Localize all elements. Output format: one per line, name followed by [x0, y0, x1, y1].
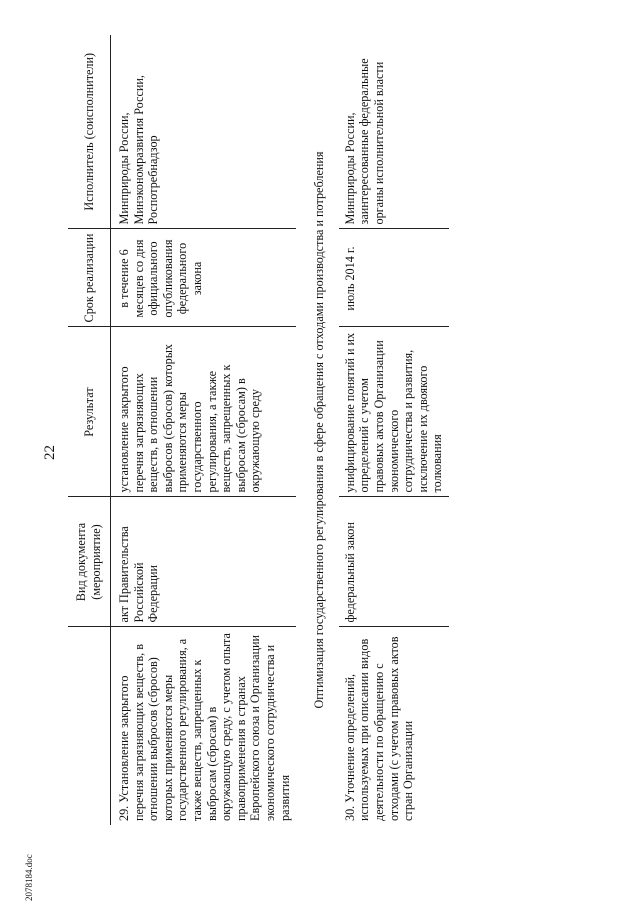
measures-table [68, 35, 449, 825]
row29-doc: акт Правительства Российской Федерации [111, 497, 297, 627]
header-term: Срок реализации [68, 229, 111, 327]
table-row [339, 35, 449, 825]
row29-measure: 29. Установление закрытого перечня загрязняющих веществ, в отношении выбросов (сбросов) которых применяются меры государственного регулирования, а также веществ, запрещенных к выбросам (сбросам) в окружающую среду, с учетом опыта правоприменения в странах Европейского союза и Организации экономического сотрудничества и развития [117, 633, 292, 821]
section-row [296, 35, 339, 825]
header-result: Результат [68, 327, 111, 497]
row30-doc: федеральный закон [339, 497, 449, 627]
row29-result: установление закрытого перечня загрязняющих веществ, в отношении выбросов (сбросов) которых применяются меры государственного регулирования, а также веществ, запрещенных к выбросам (сбросам) в окружающую среду [111, 327, 297, 497]
row30-term: июль 2014 г. [339, 229, 449, 327]
row29-term: в течение 6 месяцев со дня официального опубликования федерального закона [111, 229, 297, 327]
file-name: 2078184.doc [24, 854, 34, 901]
page-number: 22 [42, 445, 58, 460]
row30-executor: Минприроды России, заинтересованные федеральные органы исполнительной власти [339, 35, 449, 229]
row30-result: унифицирование понятий и их определений с учетом правовых актов Организации экономического сотрудничества и развития, исключение их двоякого толкования [339, 327, 449, 497]
table-row [111, 35, 297, 825]
header-measure [68, 627, 111, 825]
section-title: Оптимизация государственного регулирования в сфере обращения с отходами производства и потребления [312, 151, 327, 709]
table-header-row [68, 35, 111, 825]
header-executor: Исполнитель (соисполнители) [68, 35, 111, 229]
header-doc-type: Вид документа (мероприятие) [68, 497, 111, 627]
row30-measure: 30. Уточнение определений, используемых при описании видов деятельности по обращению с отходами (с учетом правовых актов стран Организации [342, 636, 416, 821]
row29-executor: Минприроды России, Минэкономразвития России, Роспотребнадзор [111, 35, 297, 229]
